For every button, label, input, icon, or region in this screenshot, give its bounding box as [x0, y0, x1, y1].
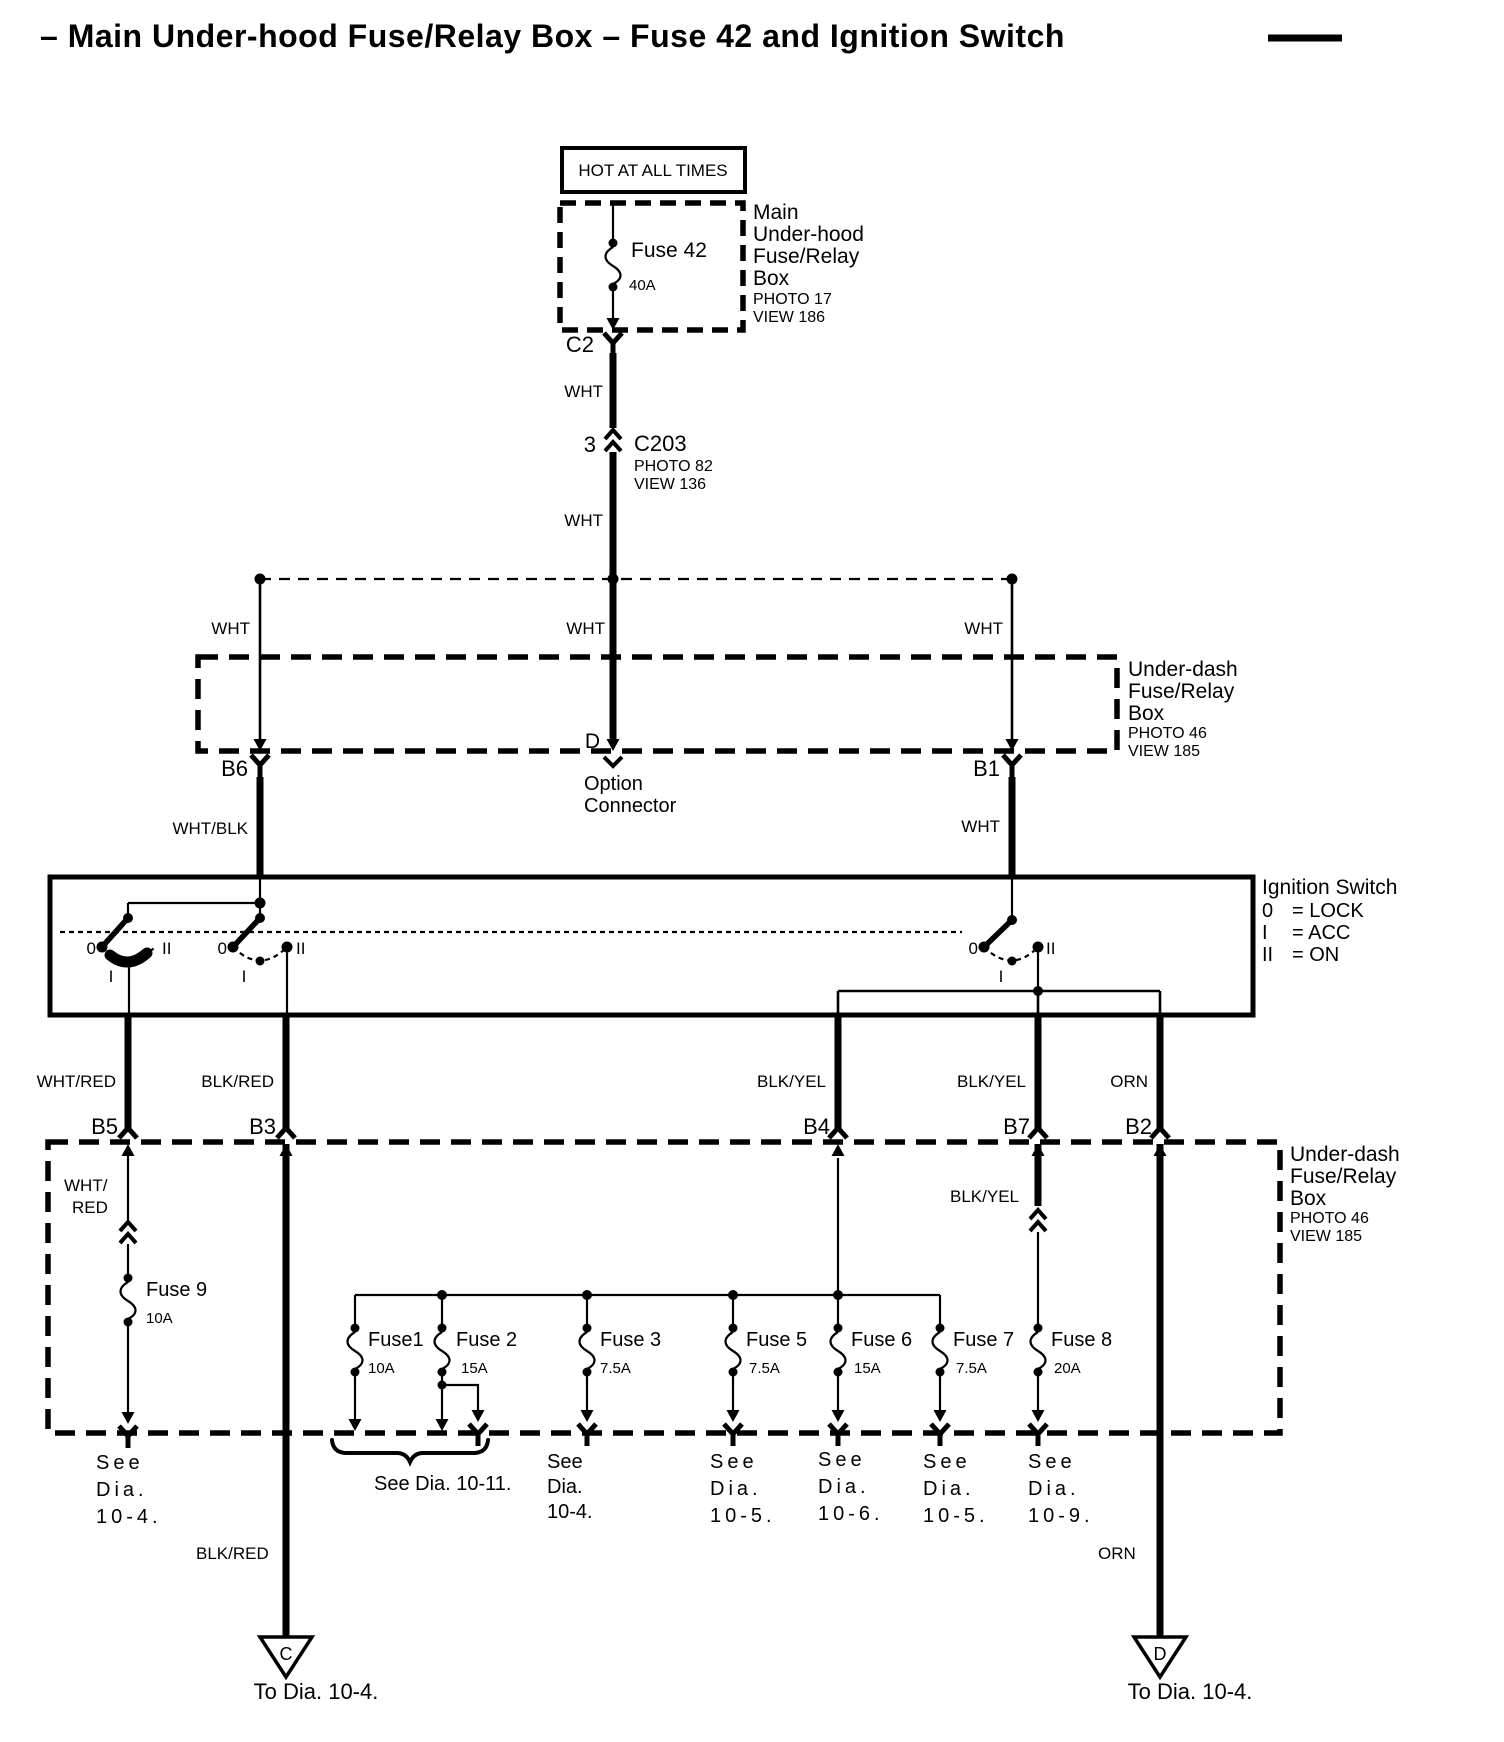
ignition-switch-box [50, 876, 1397, 1015]
pin-d-label: D [584, 730, 600, 753]
wires-below-ignition-switch [37, 1013, 1169, 1156]
fuse-7-rating: 7.5A [956, 1360, 987, 1377]
underdash-fuse-relay-box-upper [198, 657, 1238, 817]
fuse-8-feed [950, 1144, 1046, 1328]
hot-at-all-times-label: HOT AT ALL TIMES [578, 161, 728, 180]
fuse-42-symbol [606, 239, 621, 292]
legend-sym-lock: 0 [1262, 900, 1274, 922]
underdash1-label-1: Under-dash [1128, 658, 1238, 681]
c203-pin-number: 3 [583, 432, 596, 457]
fuse5-exit-arrow [727, 1410, 740, 1422]
underdash2-photo-ref: PHOTO 46 [1290, 1210, 1369, 1227]
main-box-photo-ref: PHOTO 17 [753, 291, 832, 308]
fuse-9-branch [64, 1156, 207, 1448]
pin-b1-label: B1 [973, 756, 1000, 781]
see-dia-fuse8-3: 10-9. [1028, 1505, 1094, 1527]
pin-b2-socket [1151, 1128, 1169, 1138]
underdash1-label-3: Box [1128, 702, 1165, 725]
main-box-label-3: Fuse/Relay [753, 245, 860, 268]
fuse1-exit-arrow [349, 1419, 362, 1431]
pin-b6-label: B6 [221, 756, 248, 781]
main-box-label-1: Main [753, 201, 799, 224]
legend-sym-on: II [1262, 944, 1274, 966]
fuse-3-symbol [580, 1324, 595, 1377]
option-connector-label-2: Connector [584, 795, 677, 817]
see-dia-fuse9-1: See [96, 1452, 144, 1474]
fuse-3-rating: 7.5A [600, 1360, 631, 1377]
fuse8-inline-connector [1030, 1210, 1046, 1231]
c2-connector-socket [604, 333, 622, 355]
ignition-switch-pole-2 [218, 879, 306, 1013]
wire-color-blk-yel-inbox: BLK/YEL [950, 1187, 1019, 1206]
pin-b5-label: B5 [91, 1114, 118, 1139]
underdash1-photo-ref: PHOTO 46 [1128, 725, 1207, 742]
wire-color-wht-red: WHT/RED [36, 1072, 116, 1091]
ignition-switch-title: Ignition Switch [1262, 876, 1398, 899]
see-dia-fuse9-2: Dia. [96, 1479, 148, 1501]
fuse-8-symbol [1031, 1324, 1046, 1377]
ignition-output-bus [838, 986, 1160, 1013]
c203-photo-ref: PHOTO 82 [634, 458, 713, 475]
see-dia-fuse7-1: See [923, 1451, 971, 1473]
underdash1-label-2: Fuse/Relay [1128, 680, 1235, 703]
pin-c2-label: C2 [565, 332, 594, 357]
triangle-ref-d-letter: D [1153, 1644, 1167, 1664]
fuse2-branch-jog [442, 1385, 478, 1410]
underdash2-view-ref: VIEW 185 [1290, 1228, 1363, 1245]
fuse2-exit-arrow-a [436, 1419, 449, 1431]
ignition-switch-pole-1 [87, 903, 260, 1013]
hot-at-all-times-box [562, 148, 745, 192]
wire-color-orn-bottom: ORN [1098, 1544, 1136, 1563]
feed-wire-c2-c203 [564, 332, 713, 740]
sw1-position-0: 0 [86, 939, 96, 958]
fuse-8-name: Fuse 8 [1051, 1329, 1113, 1351]
fuse3-exit-arrow [581, 1410, 594, 1422]
wire-color-wht-3: WHT [211, 619, 250, 638]
fuse-6-rating: 15A [854, 1360, 881, 1377]
pin-b6-socket [251, 755, 269, 777]
fuse-1-name: Fuse1 [368, 1329, 424, 1351]
fuse-9-rating: 10A [146, 1310, 173, 1327]
see-dia-fuses-1-2: See Dia. 10-11. [374, 1473, 512, 1495]
fuse-8-rating: 20A [1054, 1360, 1081, 1377]
underdash2-label-3: Box [1290, 1187, 1327, 1210]
ignition-switch-pole-3 [969, 879, 1056, 991]
wire-color-wht-red-inbox-1: WHT/ [64, 1176, 108, 1195]
fuse-3-name: Fuse 3 [600, 1329, 662, 1351]
sw2-position-ii: II [296, 939, 306, 958]
fuse-9-name: Fuse 9 [146, 1279, 208, 1301]
main-underhood-fuse-relay-box [560, 201, 864, 330]
main-box-label-2: Under-hood [753, 223, 864, 246]
fuse-5-symbol [726, 1324, 741, 1377]
fuse-5-name: Fuse 5 [746, 1329, 808, 1351]
to-dia-c-label: To Dia. 10-4. [253, 1679, 379, 1704]
pin-b7-socket [1029, 1128, 1047, 1138]
option-connector-label-1: Option [584, 773, 643, 795]
fuse-2-rating: 15A [461, 1360, 488, 1377]
c203-view-ref: VIEW 136 [634, 476, 707, 493]
underdash1-view-ref: VIEW 185 [1128, 743, 1201, 760]
c203-connector-symbol [605, 430, 621, 451]
wire-color-wht-5: WHT [964, 619, 1003, 638]
see-dia-fuse5-1: See [710, 1451, 758, 1473]
sw1-position-i: I [108, 967, 114, 986]
sw3-position-ii: II [1046, 939, 1056, 958]
fuse6-exit-arrow [832, 1410, 845, 1422]
fuse-2-name: Fuse 2 [456, 1329, 518, 1351]
legend-sym-acc: I [1262, 922, 1268, 944]
main-box-view-ref: VIEW 186 [753, 309, 826, 326]
pin-b1-socket [1003, 755, 1021, 777]
pin-b3-socket [277, 1128, 295, 1138]
see-dia-fuse8-1: See [1028, 1451, 1076, 1473]
see-dia-fuse8-2: Dia. [1028, 1478, 1080, 1500]
legend-val-on: = ON [1292, 944, 1340, 966]
fuse-outputs [349, 1374, 1048, 1446]
fuse-42-rating: 40A [629, 277, 656, 294]
pin-b4-label: B4 [803, 1114, 830, 1139]
see-dia-fuse3-1: See [547, 1451, 583, 1473]
sw2-position-i: I [241, 967, 247, 986]
wire-color-blk-yel-2: BLK/YEL [957, 1072, 1026, 1091]
pin-b7-label: B7 [1003, 1114, 1030, 1139]
splice-dot-center [608, 574, 619, 585]
fuse9-inline-connector [120, 1222, 136, 1243]
wire-color-blk-red-bottom: BLK/RED [196, 1544, 269, 1563]
fuse-1-symbol [348, 1324, 363, 1377]
pin-d-socket [604, 757, 622, 766]
page-title: – Main Under-hood Fuse/Relay Box – Fuse 42 and Ignition Switch [40, 18, 1065, 54]
sw3-position-i: I [998, 967, 1004, 986]
wire-color-wht-6: WHT [961, 817, 1000, 836]
fuse-1-rating: 10A [368, 1360, 395, 1377]
sw3-position-0: 0 [968, 939, 978, 958]
see-dia-fuse5-3: 10-5. [710, 1505, 776, 1527]
fuse-2-symbol [435, 1324, 450, 1377]
fuse-6-name: Fuse 6 [851, 1329, 913, 1351]
fuse-7-symbol [933, 1324, 948, 1377]
fuse-42-name: Fuse 42 [631, 239, 707, 262]
fuse-7-name: Fuse 7 [953, 1329, 1015, 1351]
c203-name: C203 [634, 431, 687, 456]
underdash2-label-1: Under-dash [1290, 1143, 1400, 1166]
fuse9-exit-arrow [122, 1412, 135, 1424]
pin-b4-socket [829, 1128, 847, 1138]
fuse9-exit-socket [119, 1426, 137, 1448]
main-box-label-4: Box [753, 267, 790, 290]
arrow-into-b4 [832, 1144, 845, 1156]
wire-color-blk-yel-1: BLK/YEL [757, 1072, 826, 1091]
see-dia-fuse3-2: Dia. [547, 1476, 583, 1498]
legend-val-acc: = ACC [1292, 922, 1351, 944]
see-dia-fuse6-1: See [818, 1449, 866, 1471]
underdash2-label-2: Fuse/Relay [1290, 1165, 1397, 1188]
triangle-ref-c-letter: C [279, 1644, 293, 1664]
pin-b2-label: B2 [1125, 1114, 1152, 1139]
fuse-9-symbol [121, 1274, 136, 1327]
fuse7-exit-arrow [934, 1410, 947, 1422]
see-dia-fuse3-3: 10-4. [547, 1501, 593, 1523]
see-dia-callouts [96, 1440, 1094, 1528]
to-dia-d-destination [1098, 1544, 1252, 1704]
pin-b3-label: B3 [249, 1114, 276, 1139]
fuse2-exit-arrow-b [472, 1410, 485, 1422]
fuse-6-symbol [831, 1324, 846, 1377]
see-dia-fuse9-3: 10-4. [96, 1506, 162, 1528]
legend-val-lock: = LOCK [1292, 900, 1364, 922]
see-dia-fuse7-2: Dia. [923, 1478, 975, 1500]
pin-b5-socket [119, 1128, 137, 1138]
see-dia-fuse7-3: 10-5. [923, 1505, 989, 1527]
fuse8-exit-arrow [1032, 1410, 1045, 1422]
see-dia-fuse6-3: 10-6. [818, 1503, 884, 1525]
wire-color-wht-blk: WHT/BLK [172, 819, 248, 838]
see-dia-fuse5-2: Dia. [710, 1478, 762, 1500]
fuse-5-rating: 7.5A [749, 1360, 780, 1377]
wire-color-wht-red-inbox-2: RED [72, 1198, 108, 1217]
see-dia-fuse6-2: Dia. [818, 1476, 870, 1498]
sw1-position-ii: II [162, 939, 172, 958]
fuse-row [348, 1324, 1113, 1378]
wire-color-blk-red: BLK/RED [201, 1072, 274, 1091]
wire-color-wht-1: WHT [564, 382, 603, 401]
fuses-1-2-brace [332, 1440, 488, 1462]
arrow-into-b5 [122, 1144, 135, 1156]
wire-color-wht-4: WHT [566, 619, 605, 638]
sw2-position-0: 0 [217, 939, 227, 958]
wire-color-wht-2: WHT [564, 511, 603, 530]
to-dia-d-label: To Dia. 10-4. [1127, 1679, 1253, 1704]
wire-color-orn: ORN [1110, 1072, 1148, 1091]
